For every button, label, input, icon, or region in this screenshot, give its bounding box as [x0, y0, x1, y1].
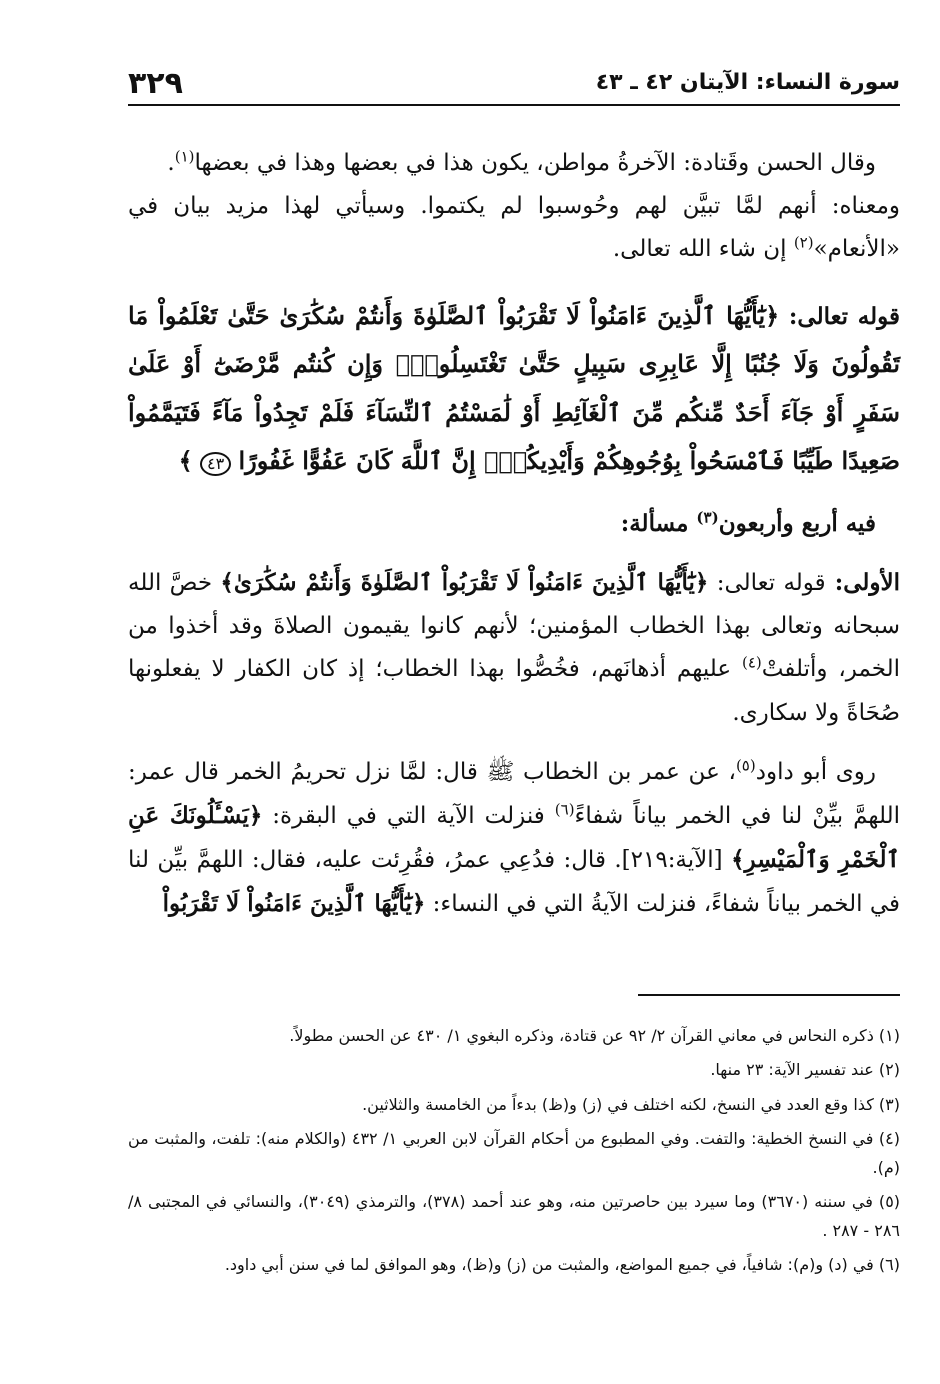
- issue-label: الأولى:: [825, 568, 900, 596]
- quran-verse-baqara: ﴿يَسْـَٔلُونَكَ عَنِ ٱلْخَمْرِ وَٱلْمَيْسِرِ﴾: [128, 801, 900, 874]
- footnote-ref-5: (٥): [735, 756, 756, 775]
- footnote-ref-4: (٤): [741, 653, 762, 672]
- footnote-2: (٢) عند تفسير الآية: ٢٣ منها.: [710, 1060, 900, 1080]
- footnote-4: (٤) في النسخ الخطية: والتفت. وفي المطبوع من أحكام القرآن لابن العربي ١/ ٤٣٢ (والكلام منه): تلفت، والمثبت من (م).: [128, 1129, 900, 1177]
- chapter-heading: سورة النساء: الآيتان ٤٢ ـ ٤٣: [595, 70, 900, 95]
- footnote-5: (٥) في سننه (٣٦٧٠) وما سيرد بين حاصرتين منه، وهو عند أحمد (٣٧٨)، والترمذي (٣٠٤٩)، والنسائي في المجتبى ٨/ ٢٨٦ - ٢٨٧ .: [128, 1192, 901, 1240]
- paragraph-1: وقال الحسن وقَتادة: الآخرةُ مواطن، يكون هذا في بعضها وهذا في بعضها$^{(١)}$.: [167, 147, 876, 176]
- paragraph-first-issue: الأولى: قوله تعالى: ﴿يَٰٓأَيُّهَا ٱلَّذِينَ ءَامَنُواْ لَا تَقْرَبُواْ ٱلصَّلَوٰةَ وَأَنتُمْ سُكَٰرَىٰ﴾ خصَّ الله سبحانه وتعالى بهذا الخطاب المؤمنين؛ لأنهم كانوا يقيمون الصلاةَ وقد أخذوا من الخمر، وأتلفتْ$^{(٤)}$ عليهم أذهانَهم، فخُصُّوا بهذا الخطاب؛ إذ كان الكفار لا يفعلونها صُحَاةً ولا سكارى.: [128, 568, 900, 726]
- footnote-separator: [638, 994, 900, 996]
- verse-number-marker: ٤٣: [200, 452, 231, 476]
- footnote-6: (٦) في (د) و(م): شافياً، في جميع المواضع، والمثبت من (ز) و(ظ)، وهو الموافق لما في سنن أبي داود.: [224, 1255, 900, 1275]
- verse-close-bracket: ﴾: [178, 446, 193, 476]
- footnote-ref-2: (٢): [793, 233, 814, 252]
- main-text: [128, 142, 900, 927]
- footnote-1: (١) ذكره النحاس في معاني القرآن ٢/ ٩٢ عن قتادة، وذكره البغوي ١/ ٤٣٠ عن الحسن مطولاً.: [289, 1026, 900, 1045]
- verse-paragraph: [128, 292, 900, 486]
- footnotes: [128, 1022, 900, 1286]
- footnote-ref-1: (١): [174, 147, 195, 166]
- running-header: [128, 66, 900, 106]
- quran-verse-quote: ﴿يَٰٓأَيُّهَا ٱلَّذِينَ ءَامَنُواْ لَا تَقْرَبُواْ ٱلصَّلَوٰةَ وَأَنتُمْ سُكَٰرَىٰ﴾: [220, 568, 709, 596]
- issues-heading: فيه أربع وأربعون$^{(٣)}$ مسألة:: [620, 507, 876, 537]
- quran-verse: ﴿يَٰٓأَيُّهَا ٱلَّذِينَ ءَامَنُواْ لَا تَقْرَبُواْ ٱلصَّلَوٰةَ وَأَنتُمْ سُكَٰرَىٰ حَتَّىٰ تَعْلَمُواْ مَا تَقُولُونَ وَلَا جُنُبًا إِلَّا عَابِرِى سَبِيلٍ حَتَّىٰ تَغْتَسِلُواْۚ وَإِن كُنتُم مَّرْضَىٰٓ أَوْ عَلَىٰ سَفَرٍ أَوْ جَآءَ أَحَدٌ مِّنكُم مِّنَ ٱلْغَآئِطِ أَوْ لَٰمَسْتُمُ ٱلنِّسَآءَ فَلَمْ تَجِدُواْ مَآءً فَتَيَمَّمُواْ صَعِيدًا طَيِّبًا فَٱمْسَحُواْ بِوُجُوهِكُمْ وَأَيْدِيكُمْۗ إِنَّ ٱللَّهَ كَانَ عَفُوًّا غَفُورًا: [128, 300, 901, 476]
- header-rule: [128, 104, 900, 106]
- page-number: ٣٢٩: [128, 66, 183, 101]
- paragraph-2: ومعناه: أنهم لمَّا تبيَّن لهم وحُوسبوا لم يكتموا. وسيأتي لهذا مزيد بيان في «الأنعام»$^{(٢)}$ إن شاء الله تعالى.: [128, 193, 900, 263]
- footnote-ref-3: (٣): [696, 507, 719, 526]
- paragraph-hadith: روى أبو داود$^{(٥)}$، عن عمر بن الخطاب ﷺ قال: لمَّا نزل تحريمُ الخمر قال عمر: اللهمَّ بيِّنْ لنا في الخمر بياناً شفاءً$^{(٦)}$ فنزلت الآية التي في البقرة: ﴿يَسْـَٔلُونَكَ عَنِ ٱلْخَمْرِ وَٱلْمَيْسِرِ﴾ [الآية:٢١٩]. قال: فدُعِي عمرُ، فقُرِئت عليه، فقال: اللهمَّ بيِّن لنا في الخمر بياناً شفاءً، فنزلت الآيةُ التي في النساء: ﴿يَٰٓأَيُّهَا ٱلَّذِينَ ءَامَنُواْ لَا تَقْرَبُواْ: [128, 756, 900, 918]
- verse-lead: قوله تعالى:: [779, 302, 900, 330]
- footnote-ref-6: (٦): [554, 800, 575, 819]
- footnote-3: (٣) كذا وقع العدد في النسخ، لكنه اختلف في (ز) و(ظ) بدءاً من الخامسة والثلاثين.: [362, 1094, 900, 1114]
- quran-verse-nisa: ﴿يَٰٓأَيُّهَا ٱلَّذِينَ ءَامَنُواْ لَا تَقْرَبُواْ: [162, 890, 426, 918]
